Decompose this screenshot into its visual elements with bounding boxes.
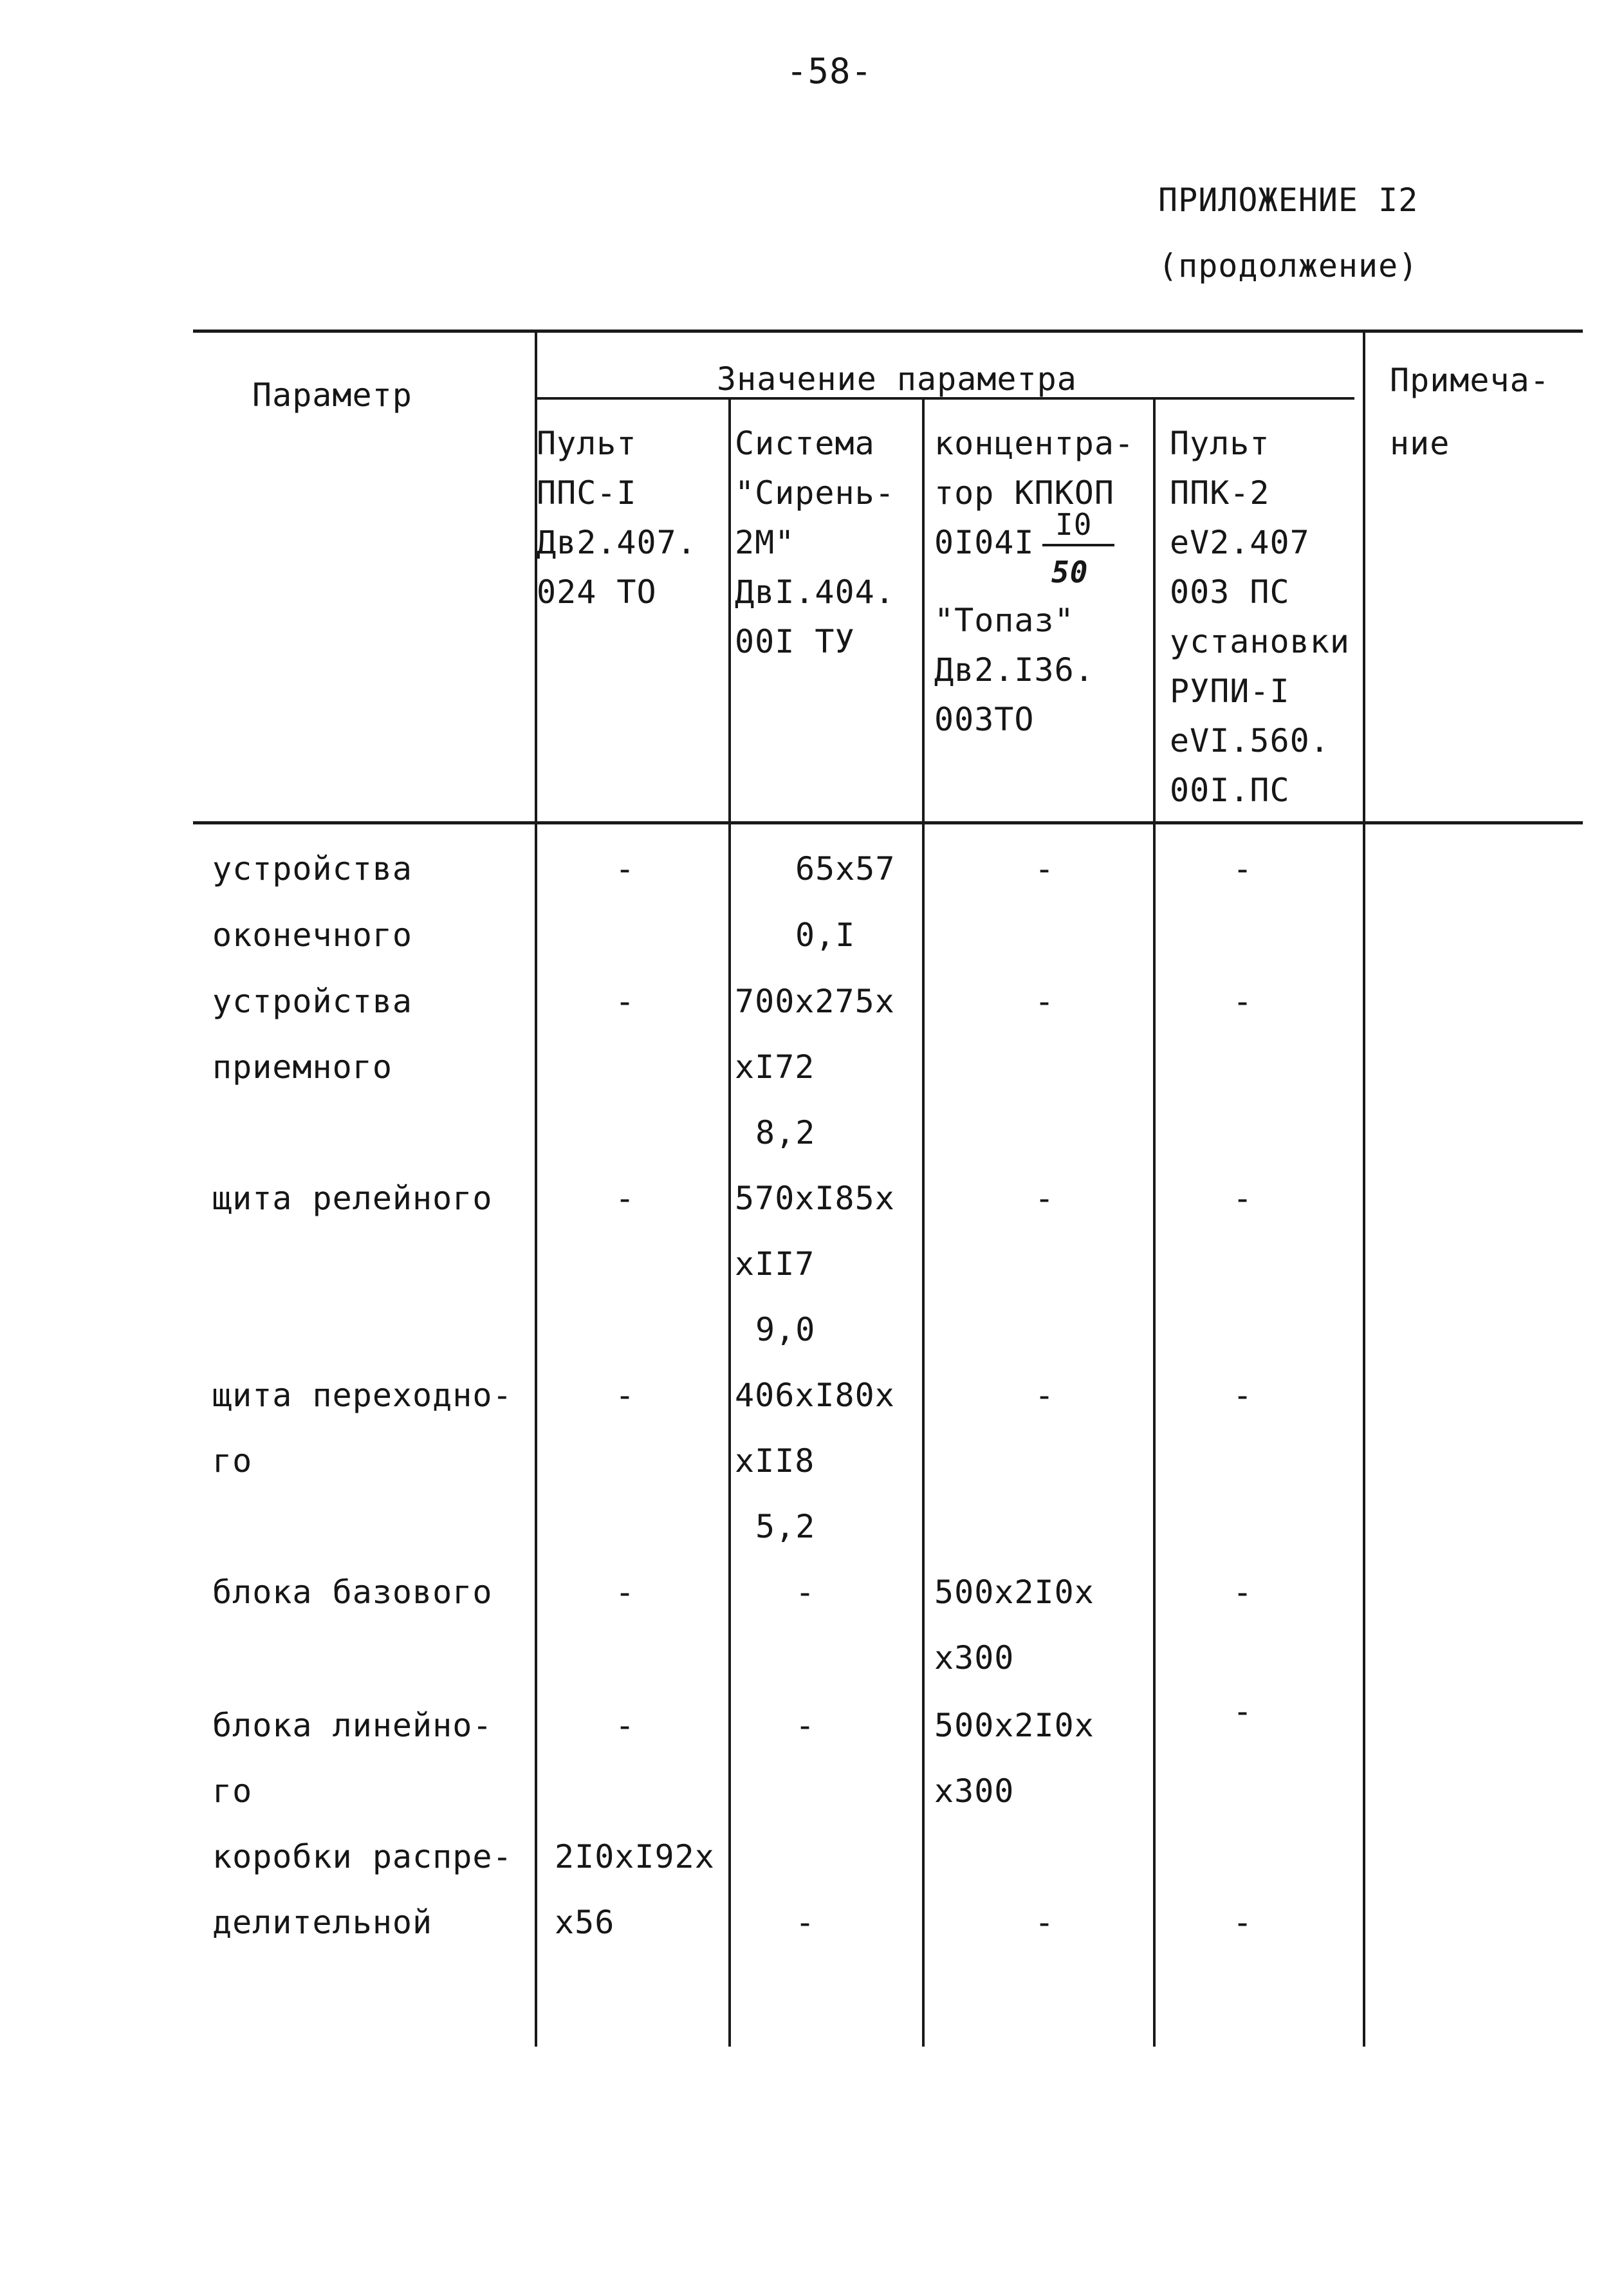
appendix-title: ПРИЛОЖЕНИЕ I2 <box>1158 181 1419 219</box>
table-top-rule <box>193 330 1583 333</box>
col2-header-line: ДвI.404. <box>735 573 895 611</box>
col4-header-line: Пульт <box>1170 425 1270 462</box>
cell-col2-line: 8,2 <box>755 1114 816 1151</box>
col3-header-line: 003ТО <box>934 701 1035 738</box>
col4-header-line: установки <box>1170 623 1350 660</box>
row-param-line: щита переходно- <box>212 1377 513 1414</box>
cell-col2-line: 0,I <box>795 916 856 954</box>
cell-col4: - <box>1233 1574 1253 1611</box>
cell-col2-line: хI72 <box>735 1048 815 1086</box>
cell-col1: - <box>615 1707 636 1744</box>
fraction-numerator: I0 <box>1055 507 1093 542</box>
header-note-line-1: Примеча- <box>1390 362 1550 399</box>
col-divider-5 <box>1363 330 1365 2047</box>
cell-col3-line: х300 <box>934 1772 1015 1810</box>
col2-header-line: 00I ТУ <box>735 623 855 660</box>
cell-col1: - <box>615 850 636 888</box>
col-divider-3 <box>922 398 925 2047</box>
fraction-bar <box>1042 544 1114 546</box>
cell-col1-line: 2I0хI92х <box>555 1838 715 1875</box>
cell-col2-line: хII8 <box>735 1442 815 1480</box>
col-divider-2 <box>728 398 731 2047</box>
fraction-denominator: 50 <box>1051 555 1089 590</box>
col4-header-line: eV2.407 <box>1170 524 1310 561</box>
cell-col4: - <box>1233 983 1253 1020</box>
col1-header-line: 024 ТО <box>537 573 657 611</box>
cell-col2: - <box>795 1707 816 1744</box>
header-param: Параметр <box>252 376 412 414</box>
row-param-line: го <box>212 1442 253 1480</box>
col4-header-line: 003 ПС <box>1170 573 1290 611</box>
row-param-line: щита релейного <box>212 1180 493 1217</box>
col2-header-line: Система <box>735 425 875 462</box>
cell-col3-line: 500х2I0х <box>934 1707 1094 1744</box>
row-param-line: оконечного <box>212 916 413 954</box>
cell-col2-line: 570хI85х <box>735 1180 895 1217</box>
cell-col3: - <box>1035 850 1055 888</box>
cell-col1: - <box>615 1377 636 1414</box>
cell-col3: - <box>1035 1180 1055 1217</box>
cell-col2-line: 9,0 <box>755 1311 816 1348</box>
row-param-line: устройства <box>212 983 413 1020</box>
row-param-line: устройства <box>212 850 413 888</box>
cell-col3: - <box>1035 1904 1055 1941</box>
cell-col3: - <box>1035 1377 1055 1414</box>
cell-col1: - <box>615 1574 636 1611</box>
cell-col4: - <box>1233 1377 1253 1414</box>
cell-col3-line: х300 <box>934 1639 1015 1677</box>
cell-col2-line: хII7 <box>735 1245 815 1283</box>
cell-col3: - <box>1035 983 1055 1020</box>
row-param-line: приемного <box>212 1048 392 1086</box>
col3-header-line: "Топаз" <box>934 602 1075 639</box>
appendix-subtitle: (продолжение) <box>1158 247 1419 284</box>
col2-header-line: "Сирень- <box>735 474 895 512</box>
header-note-line-2: ние <box>1390 425 1450 462</box>
col4-header-line: 00I.ПС <box>1170 772 1290 809</box>
page-number: -58- <box>786 51 873 91</box>
cell-col2-line: 700х275х <box>735 983 895 1020</box>
col1-header-line: Дв2.407. <box>537 524 697 561</box>
cell-col2: - <box>795 1904 816 1941</box>
col1-header-line: ППС-I <box>537 474 637 512</box>
cell-col2-line: 406хI80х <box>735 1377 895 1414</box>
header-bottom-rule <box>193 821 1583 824</box>
col3-header-line: 0I04I <box>934 524 1035 561</box>
header-value-group: Значение параметра <box>717 360 1077 398</box>
cell-col4: - <box>1233 850 1253 888</box>
cell-col1: - <box>615 1180 636 1217</box>
col4-header-line: ППК-2 <box>1170 474 1270 512</box>
row-param-line: го <box>212 1772 253 1810</box>
cell-col4: - <box>1233 1180 1253 1217</box>
row-param-line: блока линейно- <box>212 1707 493 1744</box>
row-param-line: делительной <box>212 1904 433 1941</box>
row-param-line: блока базового <box>212 1574 493 1611</box>
col3-header-line: тор КПКОП <box>934 474 1114 512</box>
col3-header-line: концентра- <box>934 425 1135 462</box>
col4-header-line: eVI.560. <box>1170 722 1330 759</box>
cell-col2: - <box>795 1574 816 1611</box>
cell-col2-line: 65х57 <box>795 850 896 888</box>
cell-col4: - <box>1233 1904 1253 1941</box>
cell-col1-line: х56 <box>555 1904 615 1941</box>
cell-col3-line: 500х2I0х <box>934 1574 1094 1611</box>
cell-col1: - <box>615 983 636 1020</box>
col1-header-line: Пульт <box>537 425 637 462</box>
cell-col4: - <box>1233 1693 1253 1730</box>
col-divider-4 <box>1153 398 1156 2047</box>
cell-col2-line: 5,2 <box>755 1508 816 1545</box>
col3-header-line: Дв2.I36. <box>934 651 1094 689</box>
col2-header-line: 2М" <box>735 524 795 561</box>
row-param-line: коробки распре- <box>212 1838 513 1875</box>
col4-header-line: РУПИ-I <box>1170 673 1290 710</box>
